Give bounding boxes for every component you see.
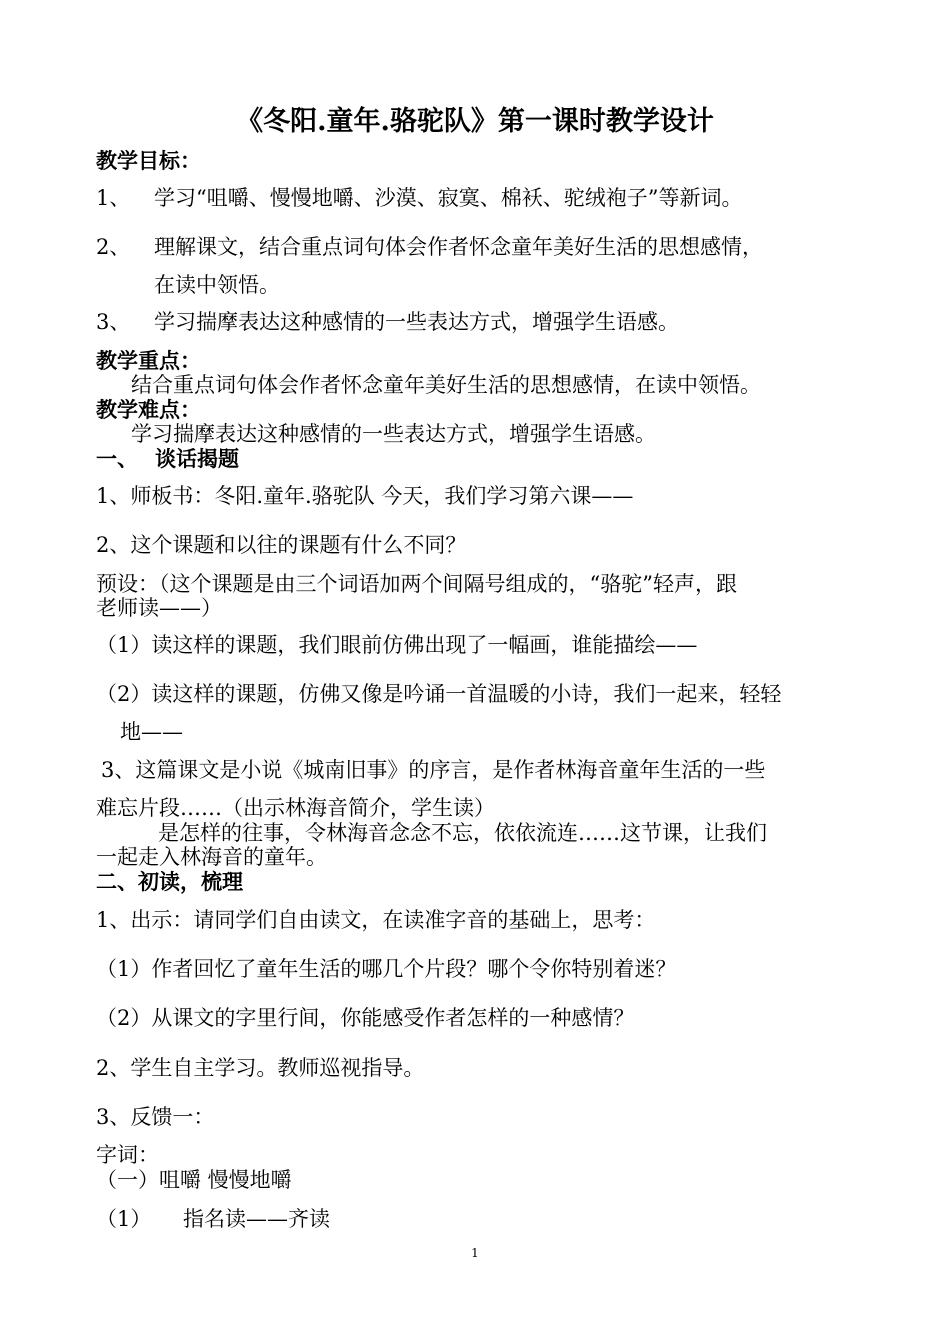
section-1-heading: 谈话揭题 bbox=[155, 446, 239, 471]
section-1-line: 1、师板书：冬阳.童年.骆驼队 今天，我们学习第六课—— bbox=[96, 484, 634, 508]
section-1-line: 地—— bbox=[120, 720, 183, 744]
section-1-number: 一、 bbox=[96, 446, 138, 471]
section-2-line: （2）从课文的字里行间，你能感受作者怎样的一种感情？ bbox=[96, 1006, 635, 1030]
section-1-line: 3、这篇课文是小说《城南旧事》的序言，是作者林海音童年生活的一些 bbox=[101, 758, 766, 782]
section-1-line: 难忘片段……（出示林海音简介，学生读） bbox=[96, 796, 495, 820]
section-1-line: （1）读这样的课题，我们眼前仿佛出现了一幅画，谁能描绘—— bbox=[96, 633, 698, 657]
objective-3-number: 3、 bbox=[96, 310, 131, 334]
section-2-line: 字词： bbox=[96, 1143, 159, 1167]
section-1-line: 是怎样的往事，令林海音念念不忘，依依流连……这节课，让我们 bbox=[158, 821, 767, 845]
objective-1-text: 学习“咀嚼、慢慢地嚼、沙漠、寂寞、棉袄、驼绒袍子”等新词。 bbox=[154, 186, 743, 210]
section-1-line: 预设：（这个课题是由三个词语加两个间隔号组成的，“骆驼”轻声，跟 bbox=[96, 572, 737, 596]
objective-2-text: 理解课文，结合重点词句体会作者怀念童年美好生活的思想感情， bbox=[154, 235, 763, 259]
section-2-last-number: （1） bbox=[96, 1207, 152, 1231]
section-1-line: 老师读——） bbox=[96, 596, 222, 620]
objectives-heading: 教学目标： bbox=[96, 148, 201, 173]
section-2-line: （一）咀嚼 慢慢地嚼 bbox=[96, 1168, 292, 1192]
section-1-line: 一起走入林海音的童年。 bbox=[96, 845, 327, 869]
key-point-text: 结合重点词句体会作者怀念童年美好生活的思想感情，在读中领悟。 bbox=[131, 373, 761, 397]
page-title: 《冬阳.童年.骆驼队》第一课时教学设计 bbox=[236, 106, 714, 137]
section-2-line: 3、反馈一： bbox=[96, 1105, 215, 1129]
section-2-heading: 二、初读，梳理 bbox=[96, 869, 243, 894]
objective-3-text: 学习揣摩表达这种感情的一些表达方式，增强学生语感。 bbox=[154, 310, 679, 334]
objective-2-text-cont: 在读中领悟。 bbox=[154, 273, 280, 297]
section-1-line: （2）读这样的课题，仿佛又像是吟诵一首温暖的小诗，我们一起来，轻轻 bbox=[96, 682, 782, 706]
section-2-line: 1、出示：请同学们自由读文，在读准字音的基础上，思考： bbox=[96, 908, 656, 932]
objective-2-number: 2、 bbox=[96, 235, 131, 259]
key-point-heading: 教学重点： bbox=[96, 348, 201, 373]
section-2-last-text: 指名读——齐读 bbox=[183, 1207, 330, 1231]
section-2-line: （1）作者回忆了童年生活的哪几个片段？哪个令你特别着迷？ bbox=[96, 957, 677, 981]
section-1-line: 2、这个课题和以往的课题有什么不同？ bbox=[96, 533, 467, 557]
section-2-line: 2、学生自主学习。教师巡视指导。 bbox=[96, 1056, 425, 1080]
difficulty-heading: 教学难点： bbox=[96, 397, 201, 422]
objective-1-number: 1、 bbox=[96, 186, 131, 210]
difficulty-text: 学习揣摩表达这种感情的一些表达方式，增强学生语感。 bbox=[131, 422, 656, 446]
page-number: 1 bbox=[471, 1246, 479, 1260]
